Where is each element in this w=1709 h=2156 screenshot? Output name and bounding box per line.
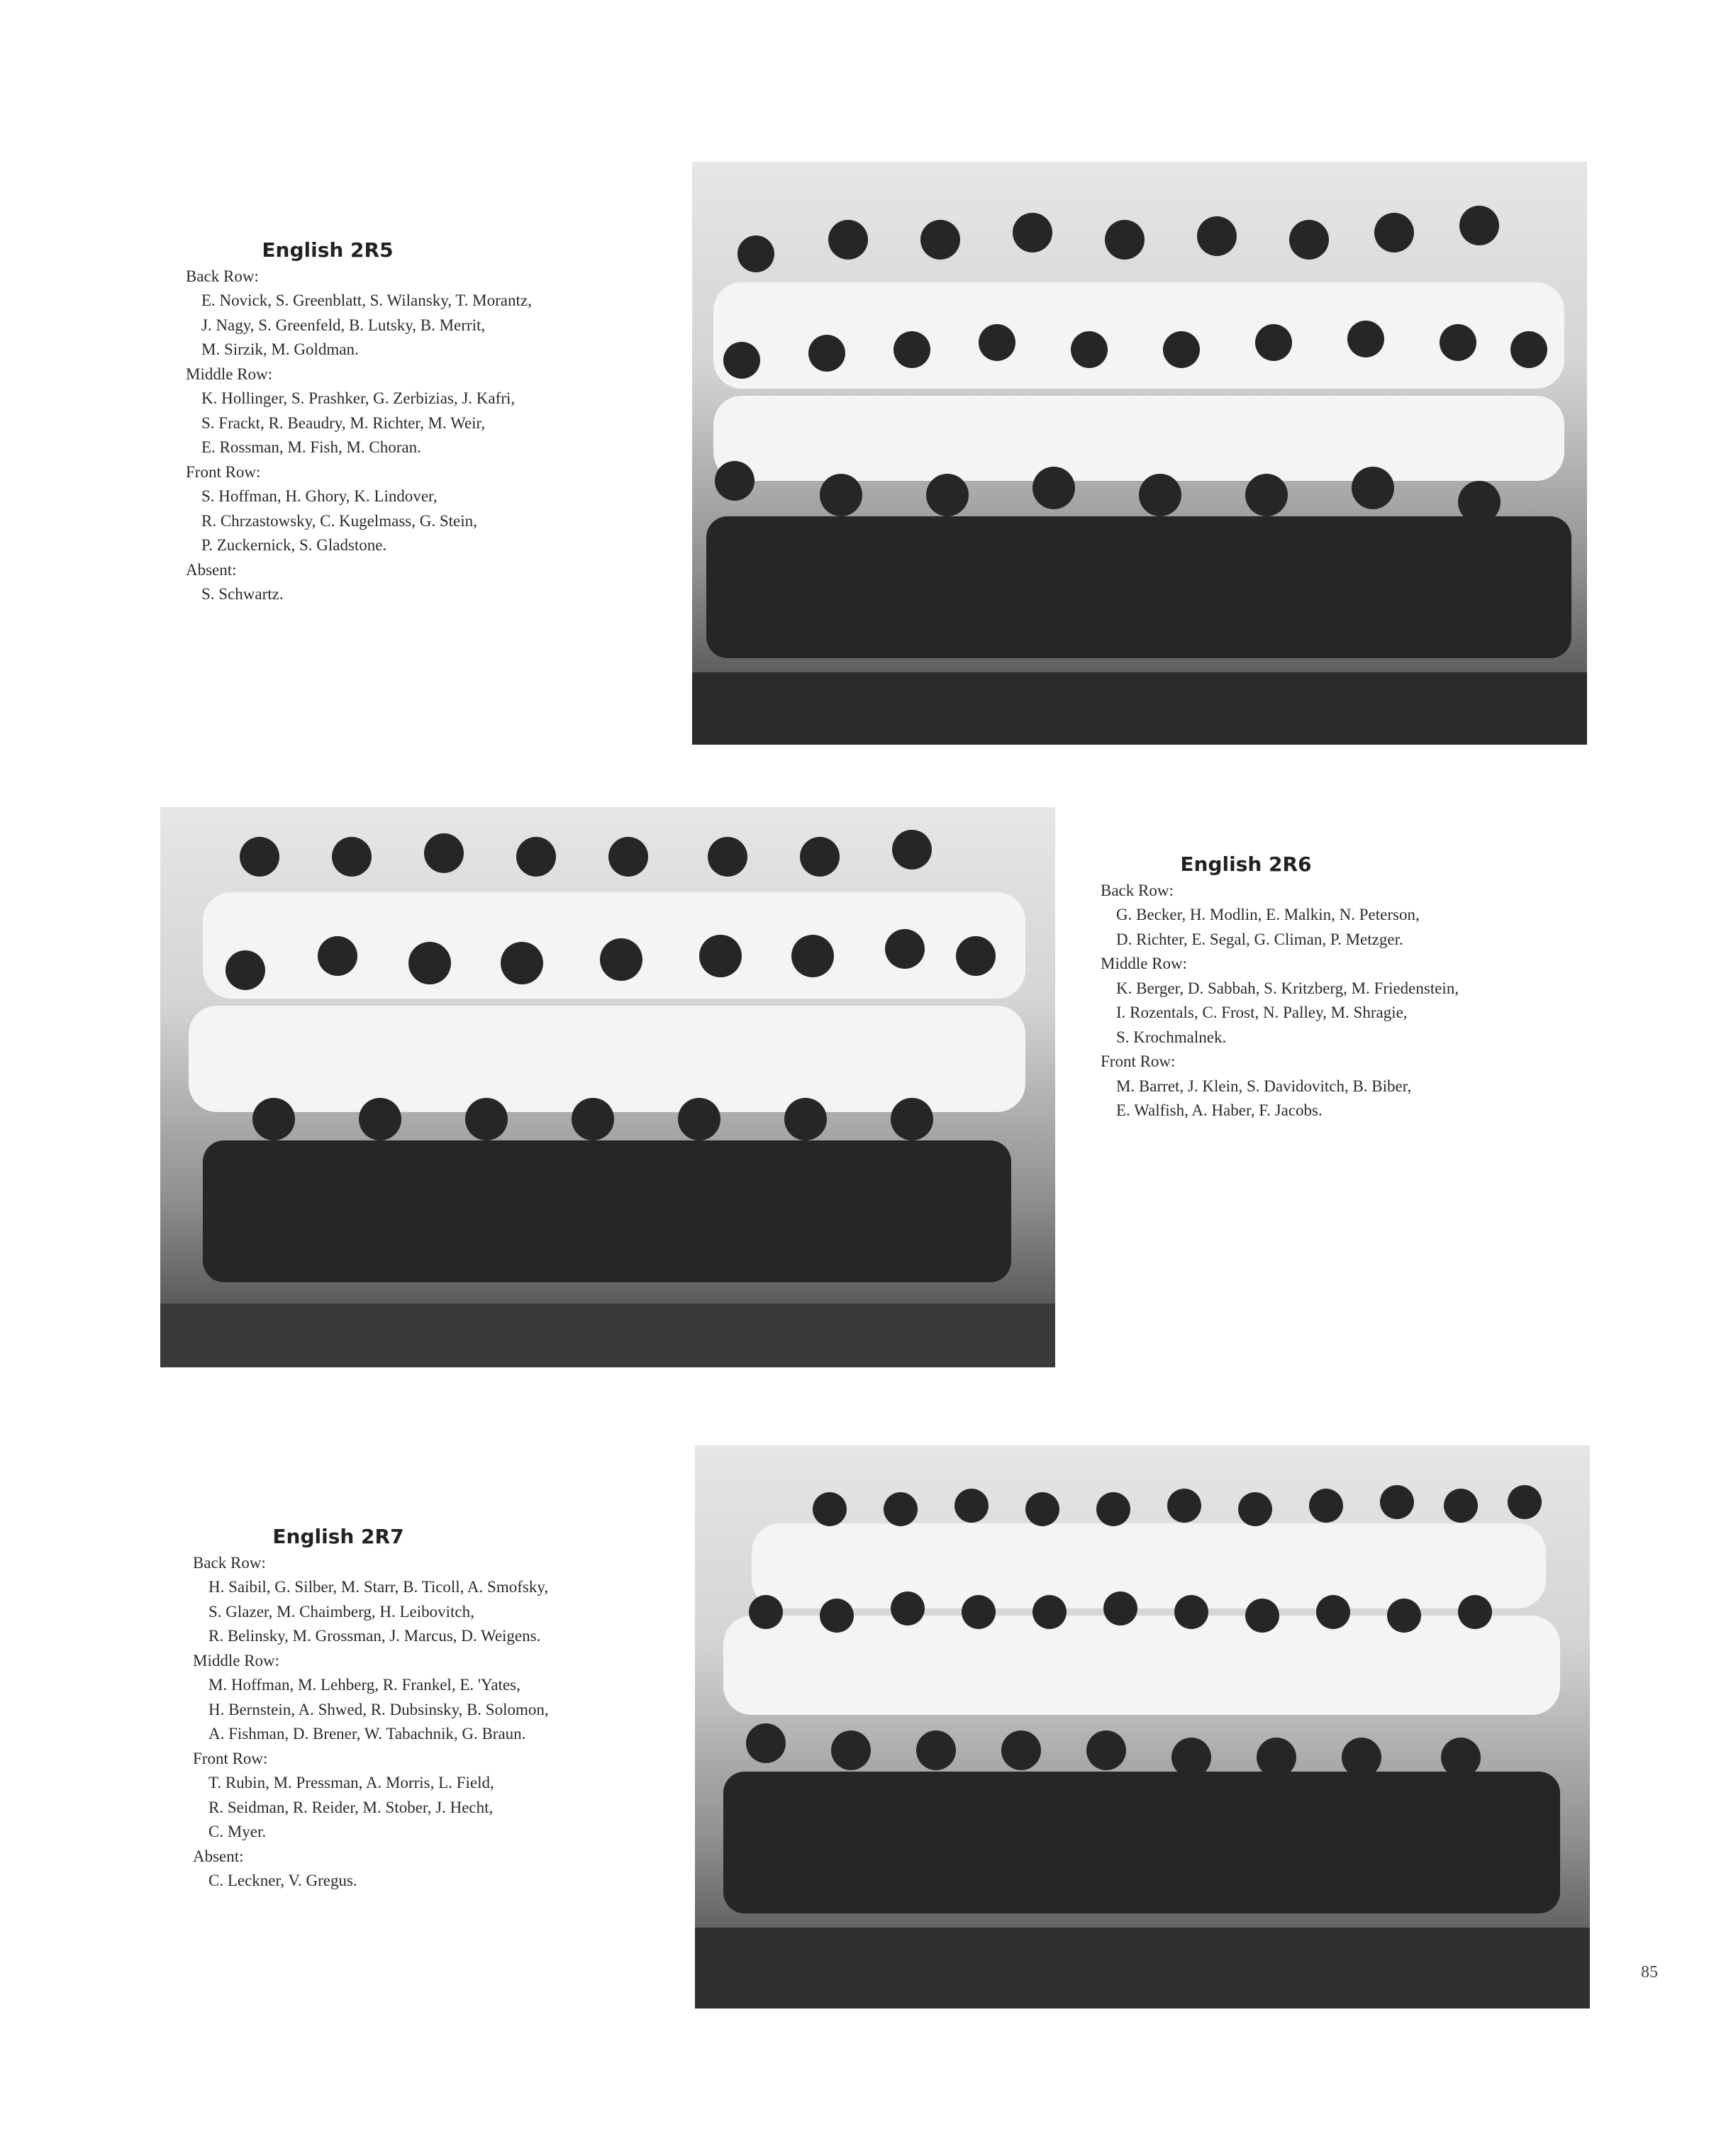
row-label: Absent: bbox=[193, 1847, 244, 1865]
section-title: English 2R7 bbox=[272, 1525, 404, 1548]
names-line: C. Myer. bbox=[208, 1823, 267, 1840]
names-line: H. Bernstein, A. Shwed, R. Dubsinsky, B. Solomon, bbox=[208, 1700, 549, 1718]
row-label: Middle Row: bbox=[1101, 955, 1188, 972]
names-line: S. Hoffman, H. Ghory, K. Lindover, bbox=[201, 487, 438, 505]
names-line: P. Zuckernick, S. Gladstone. bbox=[201, 536, 387, 554]
names-line: S. Glazer, M. Chaimberg, H. Leibovitch, bbox=[208, 1602, 474, 1621]
names-line: T. Rubin, M. Pressman, A. Morris, L. Field, bbox=[208, 1774, 494, 1791]
caption-english-2r7 bbox=[193, 1525, 675, 1894]
names-line: E. Novick, S. Greenblatt, S. Wilansky, T. Morantz, bbox=[201, 291, 532, 309]
row-label: Front Row: bbox=[193, 1749, 268, 1767]
row-label: Middle Row: bbox=[186, 365, 273, 383]
row-label: Back Row: bbox=[1101, 881, 1174, 899]
section-title: English 2R6 bbox=[1180, 852, 1312, 876]
page-number: 85 bbox=[1641, 1963, 1658, 1982]
names-line: J. Nagy, S. Greenfeld, B. Lutsky, B. Merrit, bbox=[201, 316, 486, 334]
class-photo-english-2r6 bbox=[160, 807, 1055, 1367]
class-photo-english-2r7 bbox=[695, 1445, 1590, 2008]
names-line: S. Schwartz. bbox=[201, 585, 284, 603]
section-title: English 2R5 bbox=[262, 238, 394, 262]
names-line: S. Frackt, R. Beaudry, M. Richter, M. Weir, bbox=[201, 413, 486, 432]
names-line: R. Chrzastowsky, C. Kugelmass, G. Stein, bbox=[201, 511, 477, 530]
class-photo-english-2r5 bbox=[692, 162, 1587, 745]
row-label: Back Row: bbox=[186, 267, 259, 285]
names-line: K. Hollinger, S. Prashker, G. Zerbizias, J. Kafri, bbox=[201, 389, 516, 407]
names-line: R. Belinsky, M. Grossman, J. Marcus, D. Weigens. bbox=[208, 1627, 541, 1645]
caption-english-2r6 bbox=[1101, 852, 1597, 1123]
names-line: A. Fishman, D. Brener, W. Tabachnik, G. Braun. bbox=[208, 1725, 526, 1743]
names-line: M. Barret, J. Klein, S. Davidovitch, B. Biber, bbox=[1116, 1077, 1412, 1095]
names-line: S. Krochmalnek. bbox=[1116, 1028, 1227, 1046]
names-line: E. Rossman, M. Fish, M. Choran. bbox=[201, 438, 421, 456]
names-line: R. Seidman, R. Reider, M. Stober, J. Hecht, bbox=[208, 1798, 494, 1816]
names-line: M. Sirzik, M. Goldman. bbox=[201, 340, 359, 358]
row-label: Middle Row: bbox=[193, 1651, 280, 1669]
names-line: D. Richter, E. Segal, G. Climan, P. Metzger. bbox=[1116, 930, 1403, 948]
names-line: M. Hoffman, M. Lehberg, R. Frankel, E. 'Yates, bbox=[208, 1676, 521, 1694]
row-label: Back Row: bbox=[193, 1553, 266, 1572]
names-line: E. Walfish, A. Haber, F. Jacobs. bbox=[1116, 1101, 1323, 1119]
caption-english-2r5 bbox=[186, 238, 661, 607]
names-line: C. Leckner, V. Gregus. bbox=[208, 1872, 357, 1889]
row-label: Front Row: bbox=[186, 462, 261, 481]
names-line: K. Berger, D. Sabbah, S. Kritzberg, M. Friedenstein, bbox=[1116, 979, 1459, 997]
names-line: I. Rozentals, C. Frost, N. Palley, M. Shragie, bbox=[1116, 1004, 1408, 1021]
row-label: Front Row: bbox=[1101, 1052, 1176, 1070]
row-label: Absent: bbox=[186, 560, 237, 579]
names-line: G. Becker, H. Modlin, E. Malkin, N. Peterson, bbox=[1116, 906, 1420, 923]
names-line: H. Saibil, G. Silber, M. Starr, B. Ticoll, A. Smofsky, bbox=[208, 1578, 549, 1596]
